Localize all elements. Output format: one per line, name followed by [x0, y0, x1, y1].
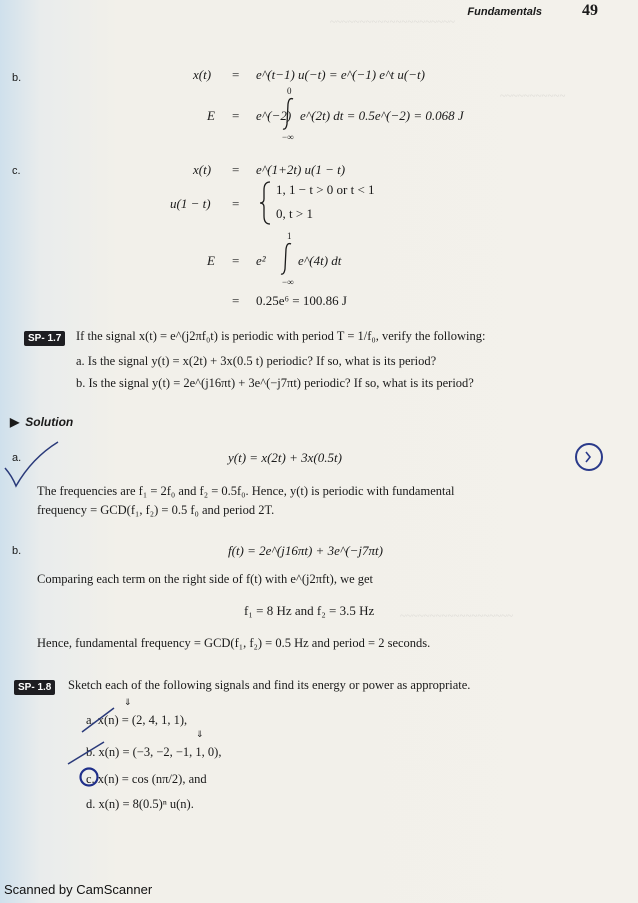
sp-1-7-badge: SP- 1.7 [24, 331, 65, 346]
equals-sign: = [232, 108, 240, 123]
sp-1-8-badge: SP- 1.8 [14, 680, 55, 695]
part-b-upper-limit: 0 [287, 86, 292, 96]
handwritten-circle-c [78, 766, 100, 788]
part-c-case-1: 1, 1 − t > 0 or t < 1 [276, 182, 375, 197]
part-c-upper-limit: 1 [287, 231, 292, 241]
sp-1-7-statement: If the signal x(t) = e^(j2πf₀t) is periodic with period T = 1/f₀, verify the following: [76, 329, 486, 343]
handwritten-check-mark [2, 438, 62, 490]
solution-a-text-2: frequency = GCD(f₁, f₂) = 0.5 f₀ and period 2T. [37, 503, 275, 517]
origin-arrow: ⇓ [124, 697, 132, 707]
handwritten-strike-b [66, 738, 106, 768]
solution-b-text-1: Comparing each term on the right side of f(t) with e^(j2πft), we get [37, 572, 374, 586]
solution-heading-text: Solution [25, 415, 74, 429]
sp-1-8-item-c: c. x(n) = cos (nπ/2), and [86, 772, 207, 786]
integral-sign [282, 96, 296, 132]
part-c-case-2: 0, t > 1 [276, 206, 313, 221]
part-b-energy-lhs: E [207, 108, 215, 123]
solution-a-equation: y(t) = x(2t) + 3x(0.5t) [228, 450, 342, 465]
solution-b-equation: f(t) = 2e^(j16πt) + 3e^(−j7πt) [228, 543, 383, 558]
part-c-rhs-x: e^(1+2t) u(1 − t) [256, 162, 346, 177]
solution-b-label: b. [12, 545, 22, 557]
sp-1-7-item-b: b. Is the signal y(t) = 2e^(j16πt) + 3e^(−j7πt) periodic? If so, what is its period? [76, 376, 474, 390]
solution-heading [10, 415, 73, 429]
handwritten-circle-mark [572, 440, 606, 474]
triangle-bullet-icon: ▶ [10, 415, 20, 429]
part-c-step-lhs: u(1 − t) [170, 196, 211, 211]
scanner-watermark: Scanned by CamScanner [4, 882, 153, 897]
part-b-energy-post: e^(2t) dt = 0.5e^(−2) = 0.068 J [300, 108, 464, 123]
solution-b-frequencies: f₁ = 8 Hz and f₂ = 3.5 Hz [244, 603, 375, 618]
part-c-result: 0.25e⁶ = 100.86 J [256, 293, 347, 308]
part-b-label: b. [12, 72, 22, 84]
sp-1-8-item-d: d. x(n) = 8(0.5)ⁿ u(n). [86, 797, 194, 811]
equals-sign: = [232, 293, 240, 308]
bleed-through-text: ~~~~~~~~~~~~~~~~~~~~~ [330, 16, 455, 28]
part-c-energy-post: e^(4t) dt [298, 253, 342, 268]
running-header: Fundamentals [467, 6, 542, 18]
equals-sign: = [232, 253, 240, 268]
origin-arrow: ⇓ [196, 729, 204, 739]
part-c-energy-lhs: E [207, 253, 215, 268]
sp-1-8-item-a: a. x(n) = (2, 4, 1, 1), [86, 713, 188, 727]
part-c-energy-pre: e² [256, 253, 266, 268]
part-b-lower-limit: −∞ [282, 132, 294, 142]
sp-1-8-statement: Sketch each of the following signals and find its energy or power as appropriate. [68, 678, 471, 692]
equals-sign: = [232, 162, 240, 177]
sp-1-7-item-a: a. Is the signal y(t) = x(2t) + 3x(0.5 t) periodic? If so, what is its period? [76, 354, 437, 368]
bleed-through-text: ~~~~~~~~~~~ [500, 90, 566, 102]
part-c-label: c. [12, 165, 21, 177]
solution-a-text-1: The frequencies are f₁ = 2f₀ and f₂ = 0.5f₀. Hence, y(t) is periodic with fundamental [37, 484, 455, 498]
handwritten-strike-a [80, 706, 116, 734]
part-b-energy-pre: e^(−2) [256, 108, 292, 123]
cases-brace [258, 180, 272, 226]
equals-sign: = [232, 67, 240, 82]
integral-sign [280, 241, 294, 277]
part-c-lhs-x: x(t) [193, 162, 212, 177]
part-b-rhs-x: e^(t−1) u(−t) = e^(−1) e^t u(−t) [256, 67, 425, 82]
page-number: 49 [582, 2, 598, 19]
equals-sign: = [232, 196, 240, 211]
bleed-through-text: ~~~~~~~~~~~~~~~~~~~ [400, 610, 514, 622]
solution-a-label: a. [12, 452, 22, 464]
sp-1-8-item-b: b. x(n) = (−3, −2, −1, 1, 0), [86, 745, 222, 759]
part-c-lower-limit: −∞ [282, 277, 294, 287]
part-b-lhs-x: x(t) [193, 67, 212, 82]
solution-b-text-2: Hence, fundamental frequency = GCD(f₁, f₂) = 0.5 Hz and period = 2 seconds. [37, 636, 431, 650]
